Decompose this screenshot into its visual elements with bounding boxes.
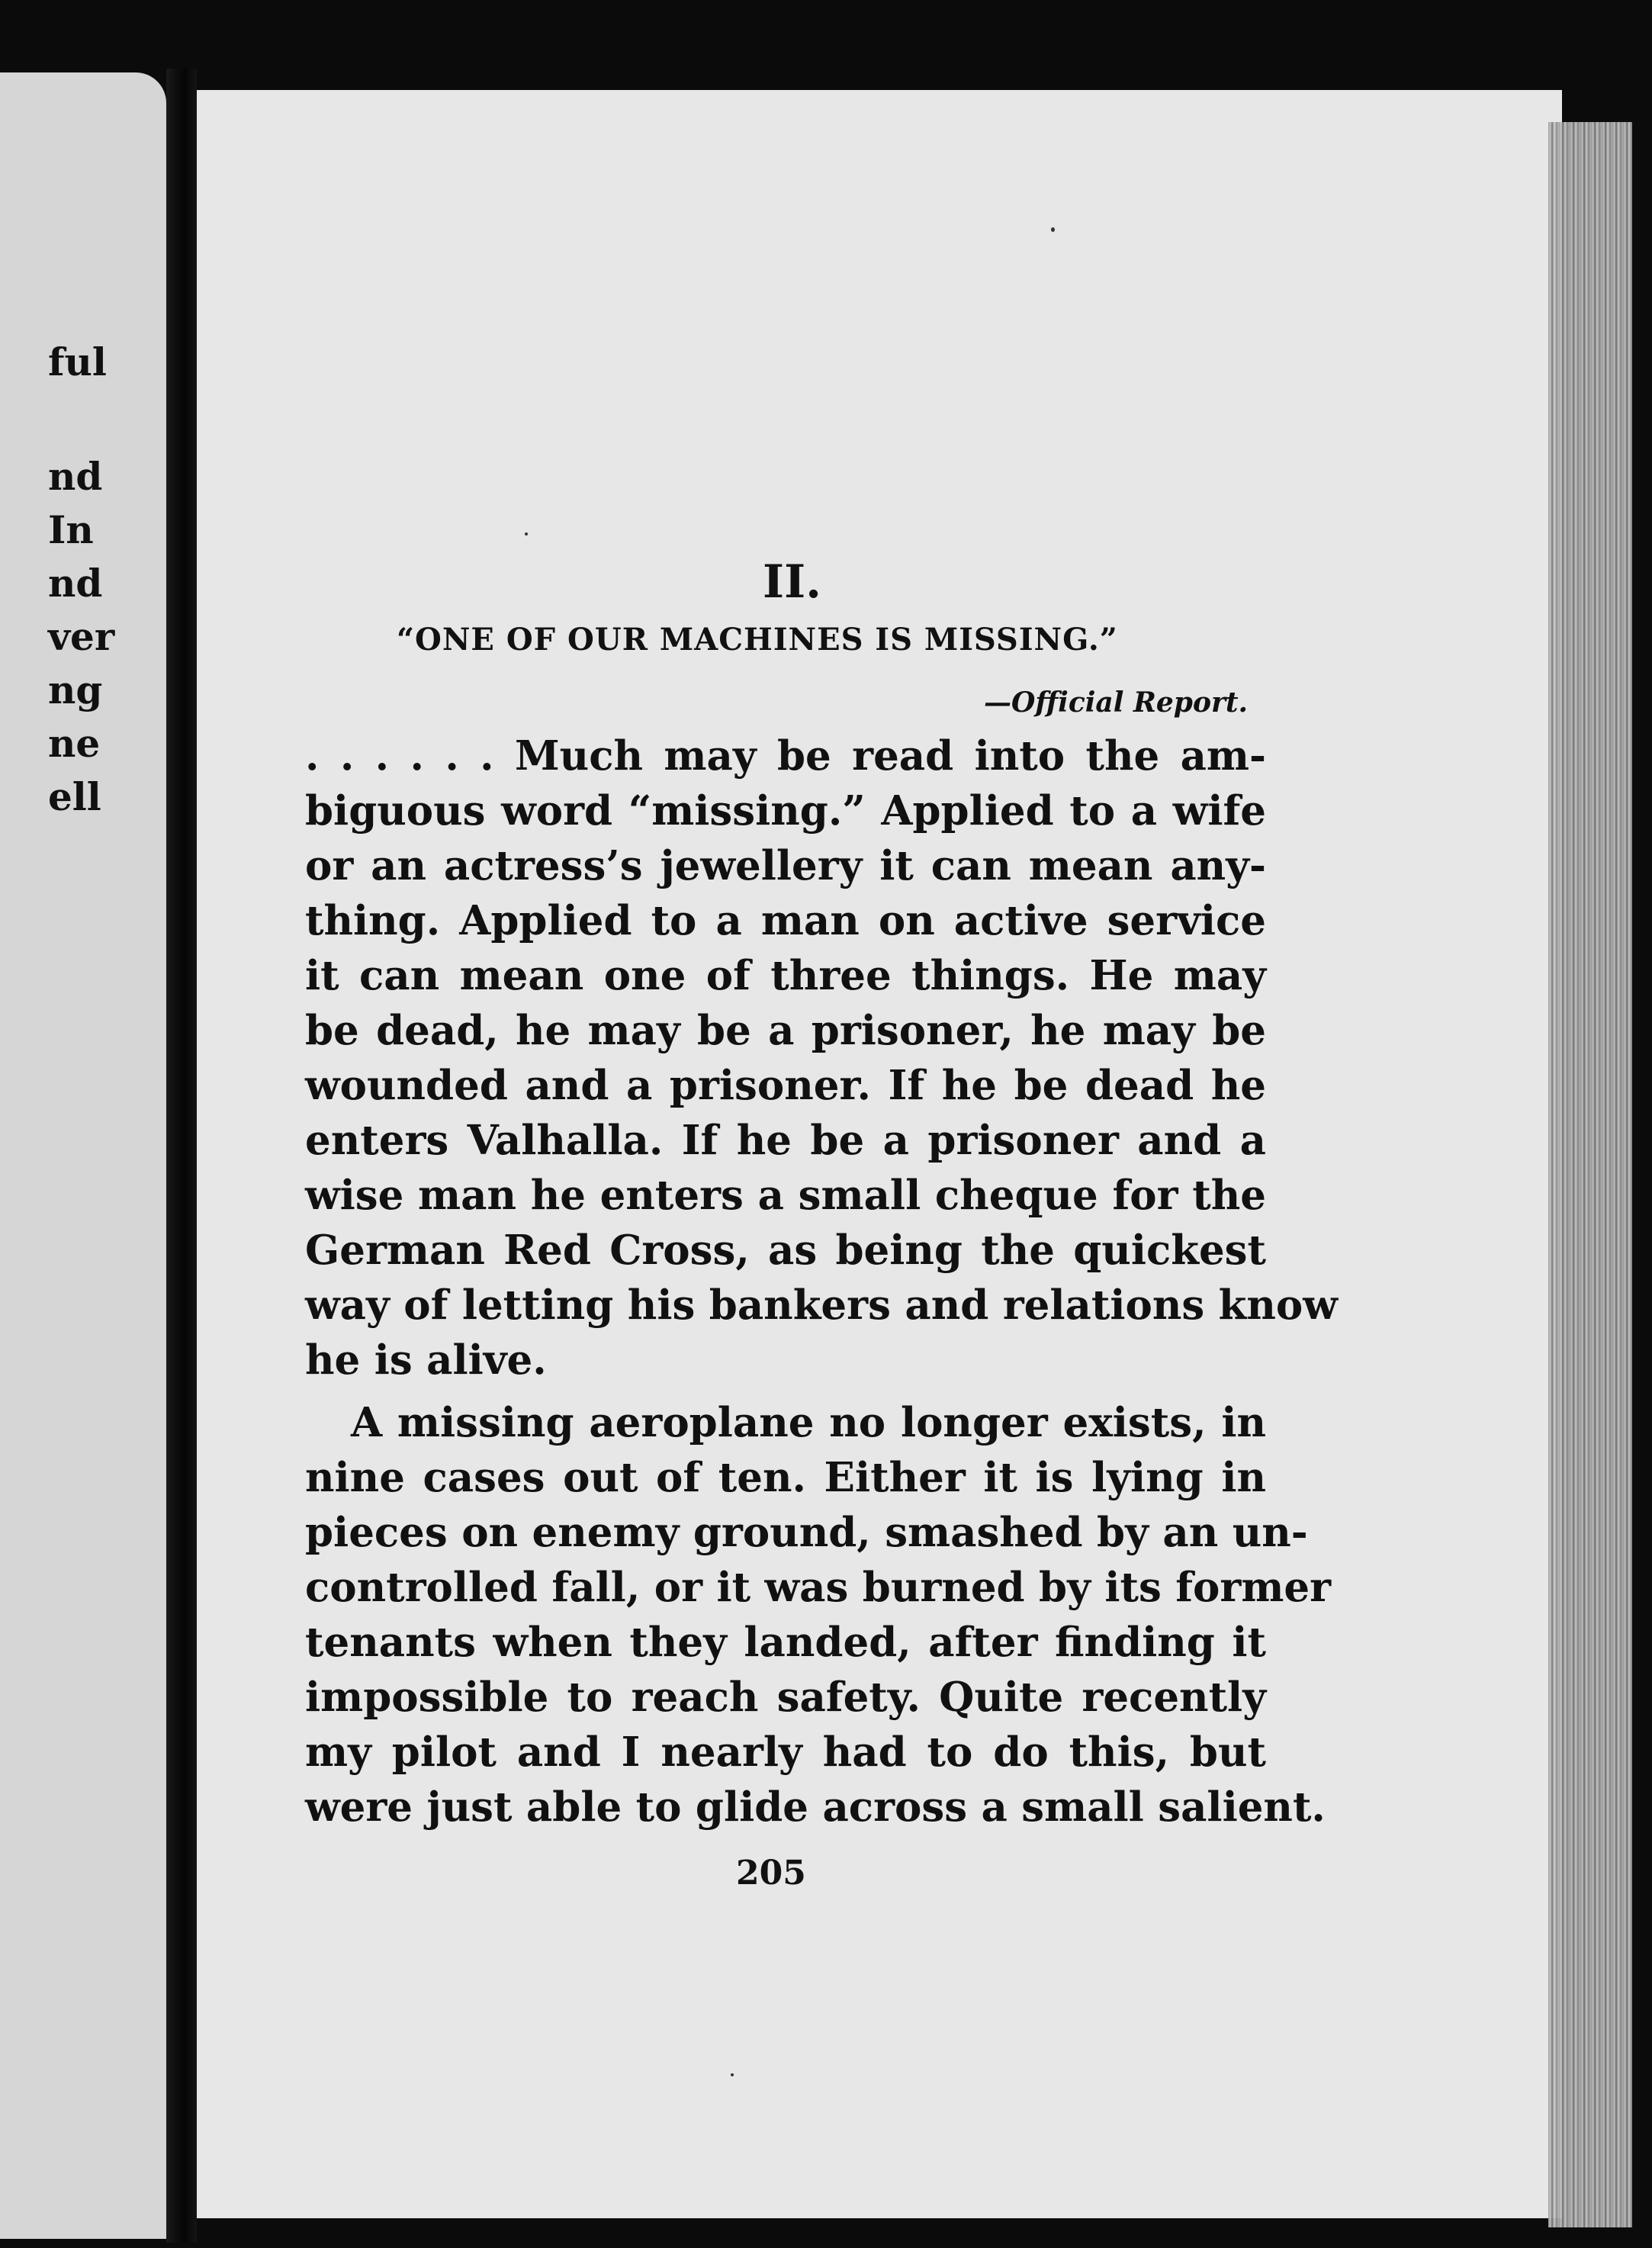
body-text-line: or an actress’s jewellery it can mean any-	[305, 842, 1266, 889]
paper-speck	[1051, 227, 1055, 232]
body-text-line: thing. Applied to a man on active service	[305, 897, 1266, 944]
body-text-line: my pilot and I nearly had to do this, but	[305, 1729, 1266, 1776]
body-text-line: enters Valhalla. If he be a prisoner and a	[305, 1117, 1266, 1164]
body-text-line: were just able to glide across a small salient.	[305, 1783, 1326, 1831]
body-text-line: he is alive.	[305, 1336, 547, 1384]
left-page-fragment: nd	[48, 454, 103, 499]
body-text-line: . . . . . . Much may be read into the am-	[305, 732, 1266, 780]
body-text-line: impossible to reach safety. Quite recently	[305, 1674, 1266, 1721]
body-text-line: way of letting his bankers and relations know	[305, 1282, 1338, 1329]
paper-speck	[731, 2073, 734, 2076]
body-text-line: it can mean one of three things. He may	[305, 952, 1266, 999]
body-text-line: pieces on enemy ground, smashed by an un-	[305, 1509, 1308, 1556]
body-text-line: controlled fall, or it was burned by its former	[305, 1564, 1332, 1611]
body-text-line: biguous word “missing.” Applied to a wife	[305, 787, 1266, 835]
left-page-fragment: ne	[48, 721, 101, 766]
left-page-fragment: In	[48, 507, 94, 552]
body-text-line: tenants when they landed, after finding it	[305, 1619, 1266, 1666]
epigraph: “ONE OF OUR MACHINES IS MISSING.”	[397, 622, 1118, 658]
left-page-fragment: ver	[48, 614, 115, 659]
epigraph-attribution: —Official Report.	[984, 687, 1249, 719]
page-edge-stack	[1548, 122, 1632, 2227]
chapter-number: II.	[763, 555, 822, 609]
body-text-line: wise man he enters a small cheque for the	[305, 1172, 1266, 1219]
page-number: 205	[736, 1854, 806, 1893]
body-text-line: A missing aeroplane no longer exists, in	[351, 1399, 1266, 1446]
body-text-line: nine cases out of ten. Either it is lying in	[305, 1454, 1266, 1501]
body-text-line: German Red Cross, as being the quickest	[305, 1227, 1266, 1274]
left-page-fragment: ful	[48, 339, 107, 384]
body-text-line: be dead, he may be a prisoner, he may be	[305, 1007, 1266, 1054]
left-page-fragment: ell	[48, 774, 101, 819]
left-facing-page	[0, 72, 166, 2239]
book-gutter	[166, 69, 197, 2243]
left-page-fragment: nd	[48, 561, 103, 606]
left-page-fragment: ng	[48, 667, 103, 712]
body-text-line: wounded and a prisoner. If he be dead he	[305, 1062, 1266, 1109]
paper-speck	[525, 532, 528, 535]
